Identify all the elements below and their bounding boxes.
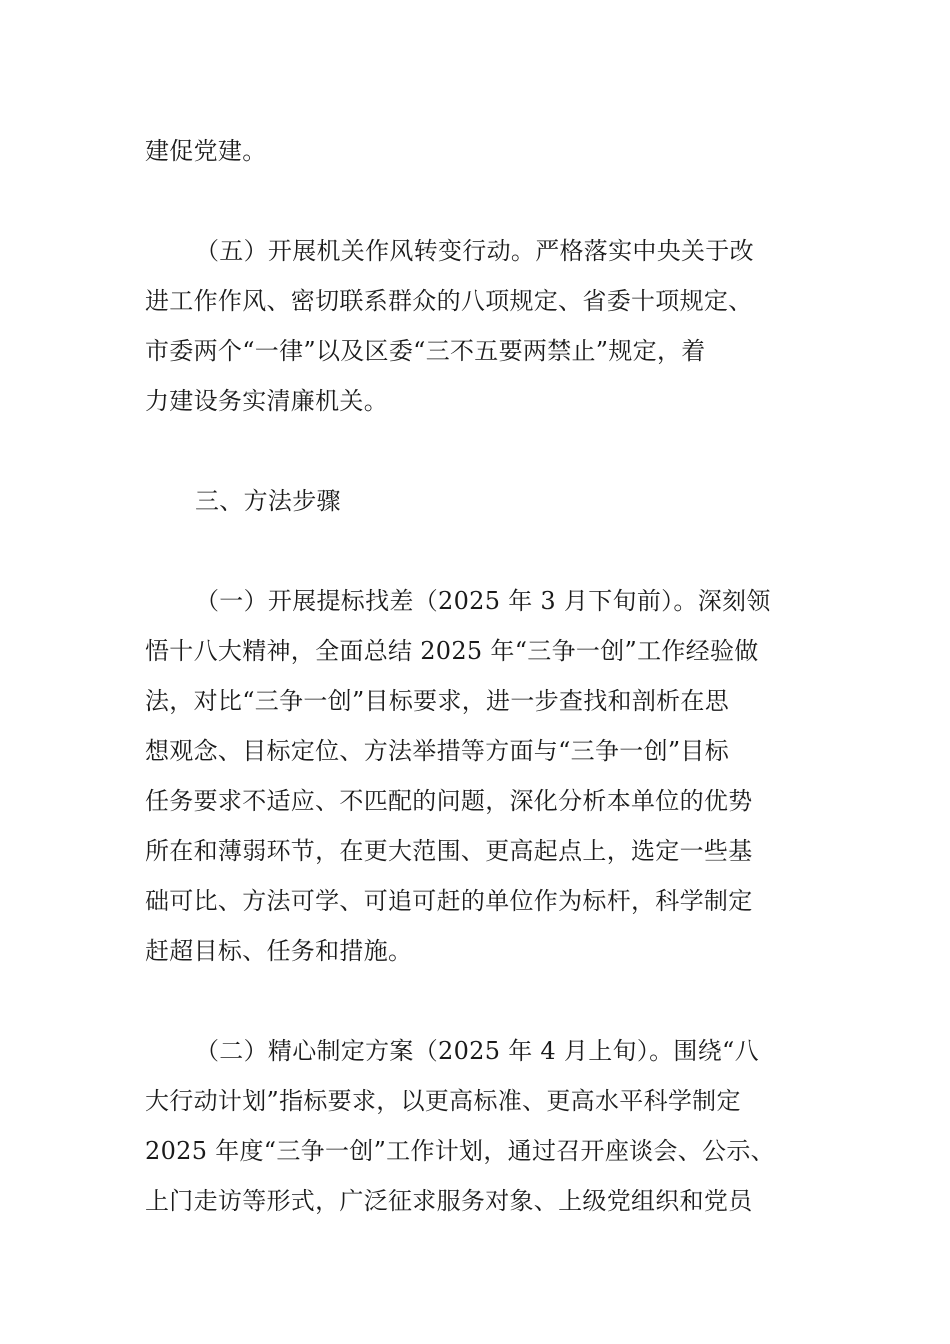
section-heading: 三、方法步骤	[195, 487, 341, 515]
text-line: （五）开展机关作风转变行动。严格落实中央关于改	[195, 237, 754, 265]
text-line: 建促党建。	[145, 137, 267, 165]
text-line: 悟十八大精神，全面总结 2025 年“三争一创”工作经验做	[145, 637, 759, 665]
text-line: 所在和薄弱环节，在更大范围、更高起点上，选定一些基	[145, 837, 753, 865]
text-line: 大行动计划”指标要求，以更高标准、更高水平科学制定	[145, 1087, 741, 1115]
text-line: 想观念、目标定位、方法举措等方面与“三争一创”目标	[145, 737, 730, 765]
text-line: 2025 年度“三争一创”工作计划，通过召开座谈会、公示、	[145, 1137, 775, 1165]
text-line: 力建设务实清廉机关。	[145, 387, 388, 415]
text-line: 法，对比“三争一创”目标要求，进一步查找和剖析在思	[145, 687, 730, 715]
text-line: 进工作作风、密切联系群众的八项规定、省委十项规定、	[145, 287, 753, 315]
text-line: （二）精心制定方案（2025 年 4 月上旬）。围绕“八	[195, 1037, 759, 1065]
text-line: 赶超目标、任务和措施。	[145, 937, 413, 965]
text-line: （一）开展提标找差（2025 年 3 月下旬前）。深刻领	[195, 587, 771, 615]
text-line: 上门走访等形式，广泛征求服务对象、上级党组织和党员	[145, 1187, 753, 1215]
text-line: 市委两个“一律”以及区委“三不五要两禁止”规定，着	[145, 337, 706, 365]
text-line: 任务要求不适应、不匹配的问题，深化分析本单位的优势	[145, 787, 753, 815]
text-line: 础可比、方法可学、可追可赶的单位作为标杆，科学制定	[145, 887, 753, 915]
